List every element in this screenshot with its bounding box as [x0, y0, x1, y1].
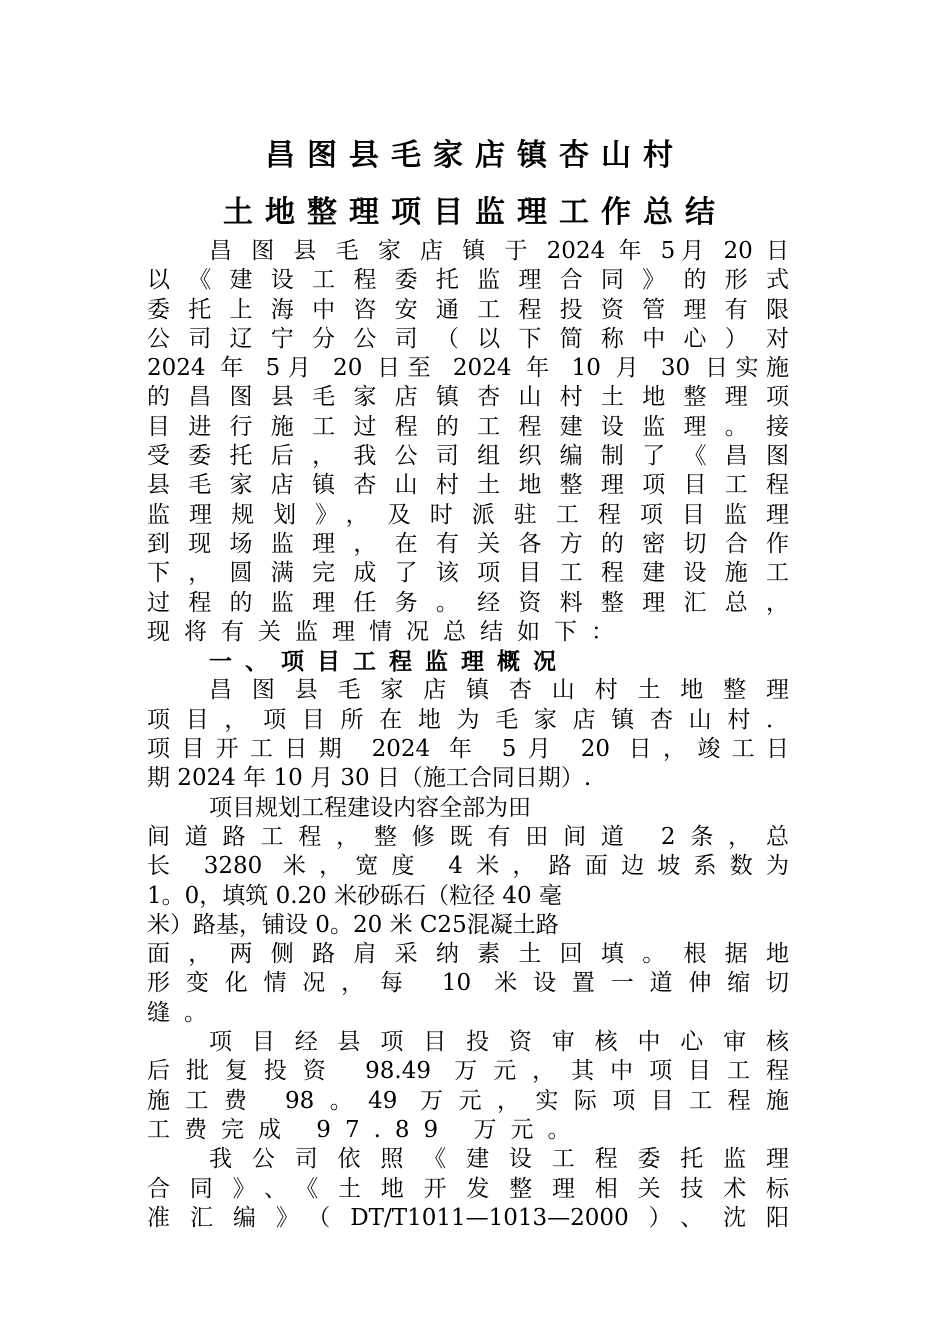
body-line-30: 工费完成 97.89 万元。 [147, 1116, 585, 1143]
body-line-1: 昌 图 县 毛 家 店 镇 于 2024 年 5月 20 日 [209, 238, 789, 264]
body-line-5: 2024 年 5月 20 日至 2024 年 10 月 30 日实施 [147, 355, 789, 382]
document-title-line-1: 昌图县毛家店镇杏山村 [265, 138, 685, 173]
body-line-33: 准汇编》（DT/T1011—1013—2000）、沈阳 [147, 1204, 789, 1231]
body-line-32: 合同》、《土地开发整理相关技术标 [147, 1175, 789, 1202]
body-line-26: 缝。 [147, 999, 221, 1026]
body-line-20: 间道路工程，整修既有田间道 2条，总 [147, 823, 789, 850]
body-line-31: 我公司依照《建设工程委托监理 [209, 1146, 789, 1173]
body-line-9: 县毛家店镇杏山村土地整理项目工程 [147, 472, 789, 499]
body-line-13: 过程的监理任务。经资料整理汇总， [147, 589, 789, 616]
body-line-14: 现将有关监理情况总结如下： [147, 618, 628, 645]
body-line-2: 以《建设工程委托监理合同》的形式 [147, 267, 789, 294]
body-line-17: 项目开工日期 2024 年 5月 20 日，竣工日 [147, 736, 789, 763]
body-line-11: 到现场监理，在有关各方的密切合作 [147, 530, 789, 557]
document-body [147, 237, 789, 1233]
body-line-4: 公司辽宁分公司（以下简称中心）对 [147, 325, 789, 352]
body-line-15: 昌图县毛家店镇杏山村土地整理 [209, 677, 789, 704]
document-title-line-2: 土地整理项目监理工作总结 [223, 195, 727, 230]
body-line-24: 面，两侧路肩采纳素土回填。根据地 [147, 941, 789, 968]
body-line-28: 后批复投资 98.49 万元，其中项目工程 [147, 1058, 789, 1085]
body-line-29: 施工费 98。49 万元，实际项目工程施 [147, 1087, 789, 1114]
section-heading-1: 一、项目工程监理概况 [209, 648, 569, 676]
body-line-18: 期 2024 年 10 月 30 日（施工合同日期）. [147, 765, 592, 792]
body-line-3: 委托上海中咨安通工程投资管理有限 [147, 296, 789, 323]
body-line-12: 下，圆满完成了该项目工程建设施工 [147, 560, 789, 587]
body-line-22: 1。0，填筑 0.20 米砂砾石（粒径 40 毫 [147, 882, 562, 909]
body-line-8: 受委托后，我公司组织编制了《昌图 [147, 443, 789, 470]
body-line-19: 项目规划工程建设内容全部为田 [209, 794, 531, 821]
body-line-16: 项目，项目所在地为毛家店镇杏山村． [147, 706, 789, 733]
body-line-27: 项目经县项目投资审核中心审核 [209, 1029, 789, 1056]
body-line-7: 目进行施工过程的工程建设监理。接 [147, 413, 789, 440]
body-line-23: 米）路基，铺设 0。20 米 C25混凝土路 [147, 911, 559, 938]
body-line-10: 监理规划》，及时派驻工程项目监理 [147, 501, 789, 528]
body-line-25: 形变化情况，每 10 米设置一道伸缩切 [147, 970, 789, 997]
body-line-21: 长 3280 米，宽度 4米，路面边坡系数为 [147, 853, 789, 880]
body-line-6: 的昌图县毛家店镇杏山村土地整理项 [147, 384, 789, 411]
